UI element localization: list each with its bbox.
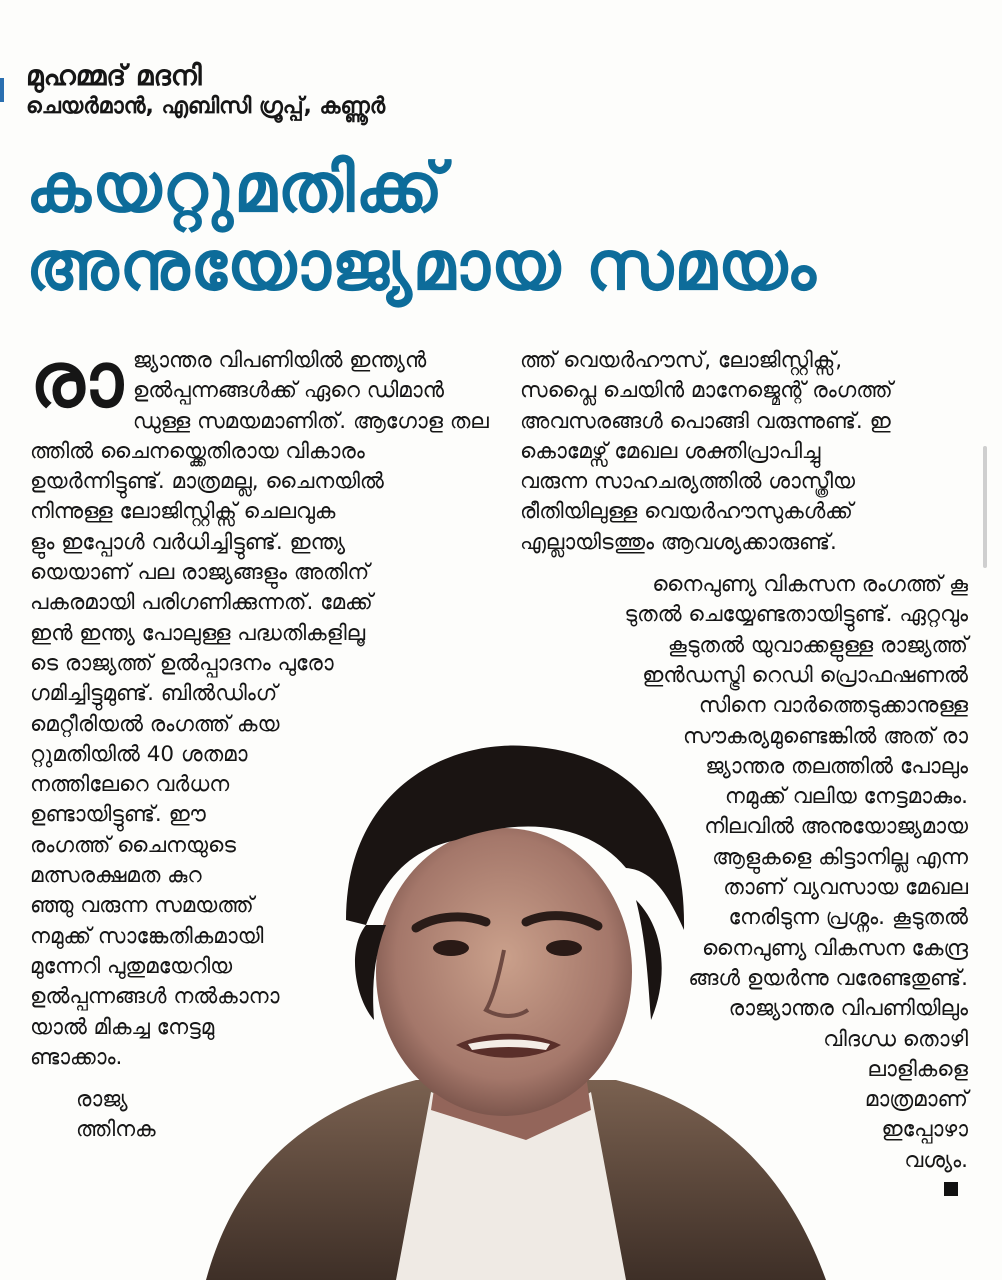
article-line: വിദഗ്ധ തൊഴി	[823, 1026, 968, 1052]
article-line: നൈപുണ്യ വികസന കേന്ദ്ര	[702, 935, 968, 961]
article-line: സിനെ വാർത്തെടുക്കാനുള്ള	[698, 693, 968, 719]
article-line: യെയാണ് പല രാജ്യങ്ങളും അതിന്	[30, 560, 370, 586]
article-line: താണ് വ്യവസായ മേഖല	[723, 875, 968, 901]
article-line: വശ്യം.	[904, 1147, 968, 1173]
article-line: ഉയർന്നിട്ടുണ്ട്. മാത്രമല്ല, ചൈനയിൽ	[30, 469, 384, 495]
article-line: നമുക്ക് വലിയ നേട്ടമാകും.	[724, 784, 968, 810]
article-line: ടെ രാജ്യത്ത് ഉൽപ്പാദനം പുരോ	[30, 650, 334, 676]
article-line: രംഗത്ത് ചൈനയുടെ	[30, 832, 236, 858]
article-line: ഉണ്ടായിട്ടുണ്ട്. ഈ	[30, 802, 206, 828]
article-line: നമുക്ക് സാങ്കേതികമായി	[30, 923, 264, 949]
drop-cap: രാ	[30, 335, 123, 424]
article-line: ഇൻഡസ്ട്രി റെഡി പ്രൊഫഷണൽ	[642, 662, 968, 688]
article-line: ത്തിനക	[76, 1117, 156, 1143]
article-line: കൂടുതൽ യുവാക്കളുള്ള രാജ്യത്ത്	[667, 632, 968, 658]
article-line: ളും ഇപ്പോൾ വർധിച്ചിട്ടുണ്ട്. ഇന്ത്യ	[30, 529, 346, 555]
page-edge-mark	[0, 78, 4, 102]
article-line: ത്തിൽ ചൈനയ്ക്കെതിരായ വികാരം	[30, 438, 365, 464]
author-name: മുഹമ്മദ് മദനി	[26, 59, 202, 92]
article-line: ആളുകളെ കിട്ടാനില്ല എന്ന	[712, 844, 968, 870]
article-line: പകരമായി പരിഗണിക്കുന്നത്. മേക്ക്	[30, 590, 373, 616]
article-line: ഉൽപ്പന്നങ്ങൾക്ക് ഏറെ ഡിമാൻ	[132, 378, 445, 404]
article-line: രീതിയിലുള്ള വെയർഹൗസുകൾക്ക്	[520, 499, 853, 525]
article-line: ഞ്ഞു വരുന്ന സമയത്ത്	[30, 893, 254, 919]
article-line: നിലവിൽ അനുയോജ്യമായ	[704, 814, 968, 840]
article-line: ഉൽപ്പന്നങ്ങൾ നൽകാനാ	[30, 984, 280, 1010]
article-line: സൗകര്യമുണ്ടെങ്കിൽ അത് രാ	[683, 723, 968, 749]
end-of-article-mark	[944, 1182, 958, 1196]
article-paragraph-3	[520, 346, 968, 558]
headline	[26, 150, 817, 306]
headline-line-2: അനുയോജ്യമായ സമയം	[26, 227, 817, 307]
headline-line-1: കയറ്റുമതിക്ക്	[26, 149, 444, 228]
article-line: മാത്രമാണ്	[864, 1087, 968, 1113]
article-line: മത്സരക്ഷമത കുറ	[30, 863, 202, 889]
article-line: ണ്ടാക്കാം.	[30, 1044, 123, 1070]
article-line: നത്തിലേറെ വർധന	[30, 772, 230, 798]
article-line: ടുതൽ ചെയ്യേണ്ടതായിട്ടുണ്ട്. ഏറ്റവും	[624, 602, 968, 628]
article-line: ലാളികളെ	[867, 1056, 968, 1082]
article-line: യാൽ മികച്ച നേട്ടമു	[30, 1014, 215, 1040]
article-line: ങ്ങൾ ഉയർന്നു വരേണ്ടതുണ്ട്.	[688, 965, 968, 991]
eye-left	[433, 940, 469, 956]
article-line: നിന്നുള്ള ലോജിസ്റ്റിക്സ് ചെലവുക	[30, 499, 336, 525]
article-line: നേരിടുന്ന പ്രശ്നം. കൂടുതൽ	[728, 905, 968, 931]
article-line: റ്റുമതിയിൽ 40 ശതമാ	[30, 741, 248, 767]
article-line: നൈപുണ്യ വികസന രംഗത്ത് കൂ	[652, 572, 968, 598]
scrollbar[interactable]	[983, 446, 987, 568]
article-line: കൊമേഴ്സ് മേഖല ശക്തിപ്രാപിച്ചു	[520, 438, 821, 464]
article-line: ഇപ്പോഴാ	[881, 1117, 968, 1143]
article-line: ത്ത് വെയർഹൗസ്, ലോജിസ്റ്റിക്സ്,	[520, 348, 843, 373]
article-line: ജ്യാന്തര തലത്തിൽ പോലും	[705, 753, 968, 779]
article-line: ഇൻ ഇന്ത്യ പോലുള്ള പദ്ധതികളിലൂ	[30, 620, 366, 646]
eye-right	[546, 940, 582, 956]
article-line: മെറ്റീരിയൽ രംഗത്ത് കയ	[30, 711, 280, 737]
article-line: മുന്നേറി പുതുമയേറിയ	[30, 953, 233, 979]
article-line: എല്ലായിടത്തും ആവശ്യക്കാരുണ്ട്.	[520, 529, 837, 555]
article-line: ജ്യാന്തര വിപണിയിൽ ഇന്ത്യൻ	[132, 348, 427, 373]
article-line: അവസരങ്ങൾ പൊങ്ങി വരുന്നുണ്ട്. ഇ	[520, 408, 891, 434]
author-role: ചെയർമാൻ, എബിസി ഗ്രൂപ്പ്, കണ്ണൂർ	[26, 94, 386, 119]
article-line: വരുന്ന സാഹചര്യത്തിൽ ശാസ്ത്രീയ	[520, 469, 856, 495]
byline	[26, 58, 385, 121]
article-line: സപ്ലൈ ചെയിൻ മാനേജ്മെന്റ് രംഗത്ത്	[520, 378, 893, 404]
portrait-photo	[196, 700, 836, 1280]
article-line: ഗമിച്ചിട്ടുമുണ്ട്. ബിൽഡിംഗ്	[30, 681, 278, 707]
article-line: ഡുള്ള സമയമാണിത്. ആഗോള തല	[132, 408, 489, 434]
article-line: രാജ്യാന്തര വിപണിയിലും	[728, 996, 968, 1022]
article-line: രാജ്യ	[76, 1087, 128, 1113]
face-shape	[376, 828, 632, 1116]
